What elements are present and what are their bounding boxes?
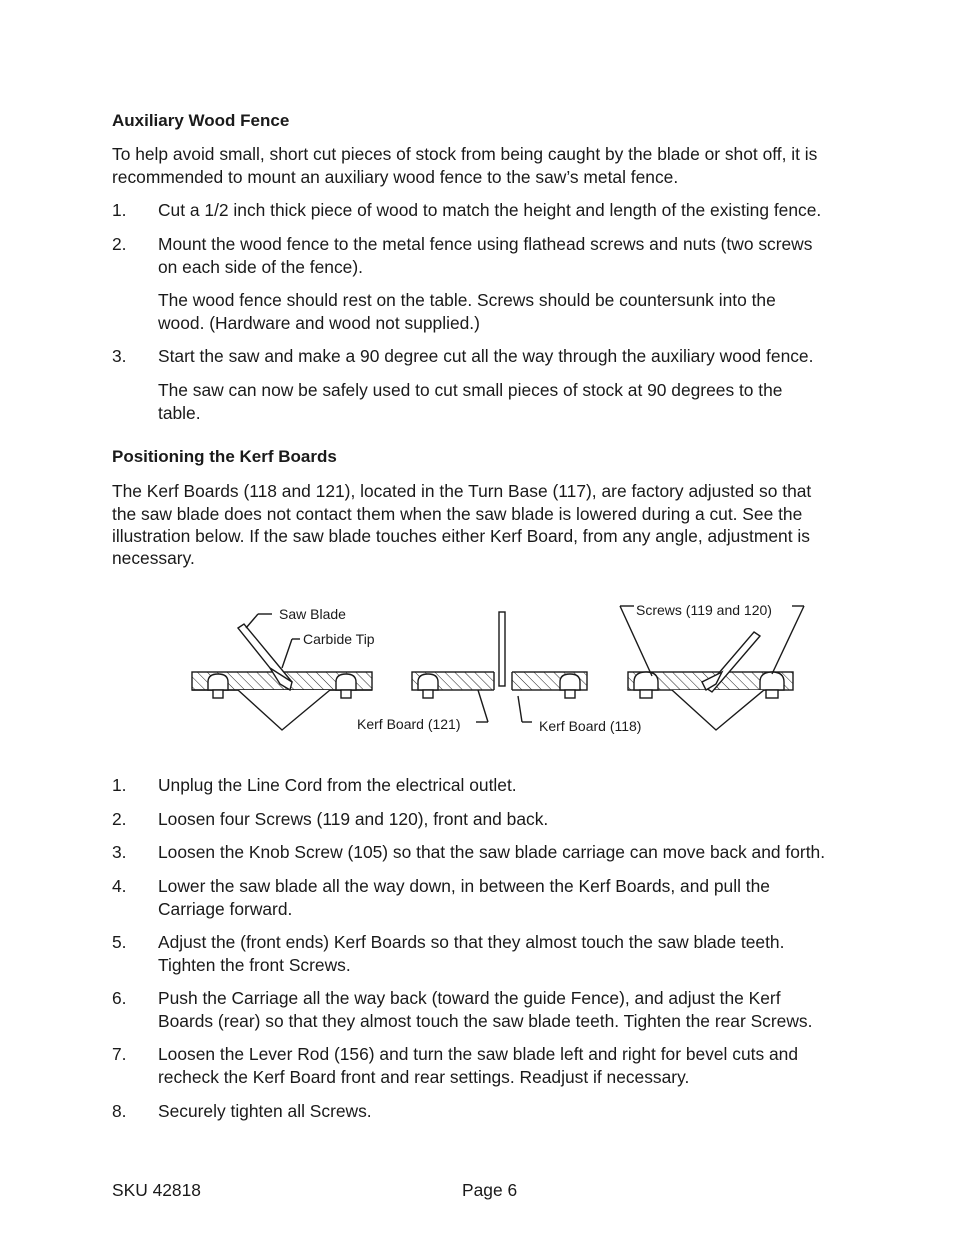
step-text: Loosen four Screws (119 and 120), front and back. <box>158 809 549 829</box>
step-text: Securely tighten all Screws. <box>158 1101 372 1121</box>
section2-intro-line2: the saw blade does not contact them when the saw blade is lowered during a cut. See the <box>112 504 803 524</box>
footer-page-number: Page 6 <box>462 1180 518 1200</box>
step-note-continued: table. <box>158 403 201 423</box>
step-text-continued: Boards (rear) so that they almost touch the saw blade teeth. Tighten the rear Screws. <box>158 1011 813 1031</box>
left-figure <box>192 624 372 730</box>
step-number: 4. <box>112 876 127 896</box>
section-heading-positioning-kerf-boards: Positioning the Kerf Boards <box>112 447 337 466</box>
step-number: 2. <box>112 809 127 829</box>
step-text: Cut a 1/2 inch thick piece of wood to match the height and length of the existing fence. <box>158 200 822 220</box>
section2-intro-line3: illustration below. If the saw blade touches either Kerf Board, from any angle, adjustment is <box>112 526 810 546</box>
step-text: Start the saw and make a 90 degree cut all the way through the auxiliary wood fence. <box>158 346 814 366</box>
footer-sku: SKU 42818 <box>112 1180 201 1200</box>
step-note-continued: wood. (Hardware and wood not supplied.) <box>158 313 480 333</box>
step-text: Loosen the Knob Screw (105) so that the saw blade carriage can move back and forth. <box>158 842 826 862</box>
section1-intro-line2: recommended to mount an auxiliary wood fence to the saw’s metal fence. <box>112 167 679 187</box>
step-number: 1. <box>112 200 127 220</box>
step-text: Adjust the (front ends) Kerf Boards so that they almost touch the saw blade teeth. <box>158 932 785 952</box>
section2-intro-line4: necessary. <box>112 548 195 568</box>
carbide-tip-label: Carbide Tip <box>303 631 375 647</box>
step-text: Lower the saw blade all the way down, in between the Kerf Boards, and pull the <box>158 876 770 896</box>
step-text-continued: on each side of the fence). <box>158 257 363 277</box>
middle-figure <box>412 612 587 698</box>
step-number: 2. <box>112 234 127 254</box>
step-number: 6. <box>112 988 127 1008</box>
step-text: Unplug the Line Cord from the electrical outlet. <box>158 775 517 795</box>
saw-blade-label: Saw Blade <box>279 606 346 622</box>
step-text-continued: recheck the Kerf Board front and rear settings. Readjust if necessary. <box>158 1067 690 1087</box>
step-note: The wood fence should rest on the table. Screws should be countersunk into the <box>158 290 776 310</box>
step-number: 8. <box>112 1101 127 1121</box>
kerf-board-118-label: Kerf Board (118) <box>539 718 642 734</box>
screws-label: Screws (119 and 120) <box>636 602 772 618</box>
step-number: 7. <box>112 1044 127 1064</box>
step-note: The saw can now be safely used to cut small pieces of stock at 90 degrees to the <box>158 380 783 400</box>
step-number: 3. <box>112 346 127 366</box>
step-text: Push the Carriage all the way back (toward the guide Fence), and adjust the Kerf <box>158 988 781 1008</box>
step-number: 1. <box>112 775 127 795</box>
step-text-continued: Tighten the front Screws. <box>158 955 351 975</box>
right-figure <box>628 632 793 730</box>
section1-intro-line1: To help avoid small, short cut pieces of stock from being caught by the blade or shot off, it is <box>112 144 818 164</box>
step-number: 5. <box>112 932 127 952</box>
step-text: Loosen the Lever Rod (156) and turn the saw blade left and right for bevel cuts and <box>158 1044 798 1064</box>
step-number: 3. <box>112 842 127 862</box>
step-text-continued: Carriage forward. <box>158 899 293 919</box>
section2-intro-line1: The Kerf Boards (118 and 121), located in the Turn Base (117), are factory adjusted so that <box>112 481 812 501</box>
section-heading-auxiliary-wood-fence: Auxiliary Wood Fence <box>112 111 290 130</box>
kerf-board-121-label: Kerf Board (121) <box>357 716 461 732</box>
step-text: Mount the wood fence to the metal fence using flathead screws and nuts (two screws <box>158 234 813 254</box>
